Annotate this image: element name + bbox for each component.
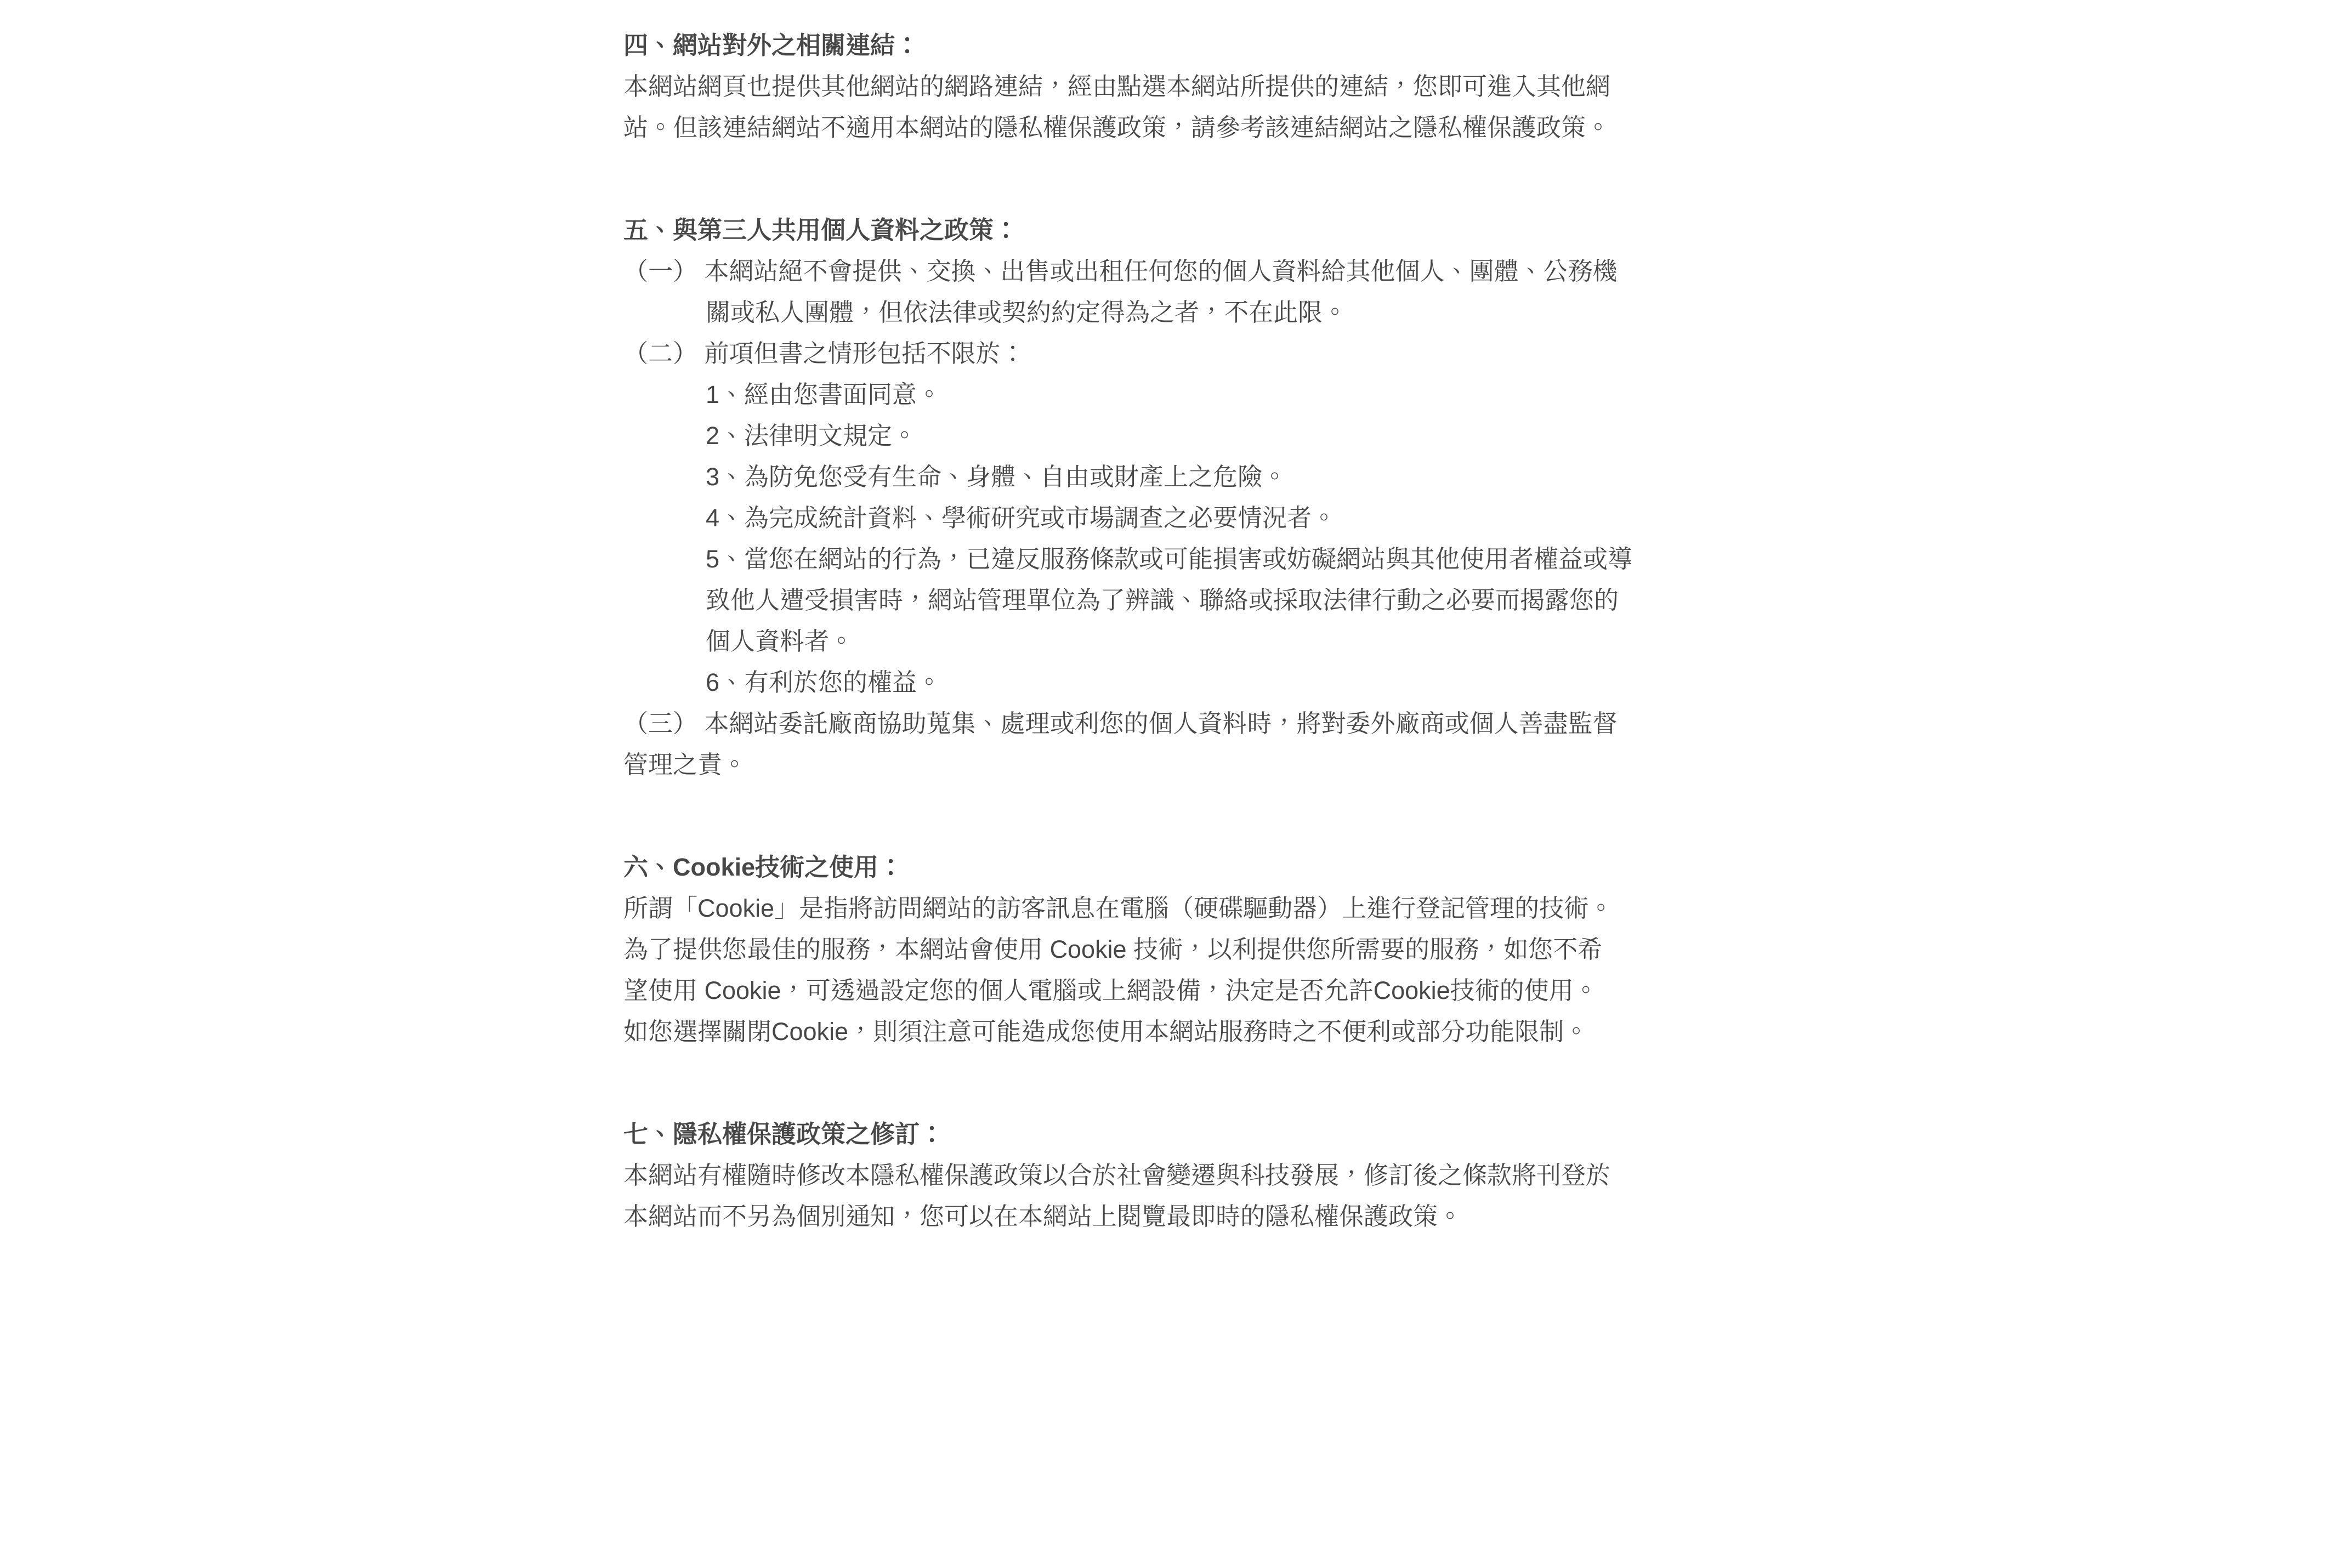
sub-item-1: 1、經由您書面同意。 <box>706 380 942 408</box>
list-item-3-line-2: 管理之責。 <box>623 751 747 779</box>
privacy-policy-content <box>623 25 1808 1237</box>
sub-item-2: 2、法律明文規定。 <box>706 422 917 450</box>
sub-item-3: 3、為防免您受有生命、身體、自由或財產上之危險。 <box>706 463 1287 491</box>
text-line: 站。但該連結網站不適用本網站的隱私權保護政策，請參考該連結網站之隱私權保護政策。 <box>623 113 1611 141</box>
text-line: 本網站有權隨時修改本隱私權保護政策以合於社會變遷與科技發展，修訂後之條款將刊登於 <box>623 1161 1611 1189</box>
sub-item-4: 4、為完成統計資料、學術研究或市場調查之必要情況者。 <box>706 504 1337 532</box>
section-cookie-usage <box>623 847 1808 1052</box>
list-item-3-line-1: （三） 本網站委託廠商協助蒐集、處理或利您的個人資料時，將對委外廠商或個人善盡監督 <box>623 709 1618 737</box>
list-item-1-line-1: （一） 本網站絕不會提供、交換、出售或出租任何您的個人資料給其他個人、團體、公務機 <box>623 257 1618 285</box>
sub-item-5-line-3: 個人資料者。 <box>706 627 854 655</box>
text-line: 所謂「Cookie」是指將訪問網站的訪客訊息在電腦（硬碟驅動器）上進行登記管理的技術。 <box>623 894 1614 922</box>
section-policy-revision <box>623 1113 1808 1237</box>
text-line: 望使用 Cookie，可透過設定您的個人電腦或上網設備，決定是否允許Cookie技術的使用。 <box>623 976 1598 1004</box>
section-heading: 七、隱私權保護政策之修訂： <box>623 1120 945 1148</box>
text-line: 本網站網頁也提供其他網站的網路連結，經由點選本網站所提供的連結，您即可進入其他網 <box>623 72 1611 100</box>
section-heading: 六、Cookie技術之使用： <box>623 853 904 881</box>
sub-item-5-line-1: 5、當您在網站的行為，已違反服務條款或可能損害或妨礙網站與其他使用者權益或導 <box>706 545 1633 573</box>
text-line: 如您選擇關閉Cookie，則須注意可能造成您使用本網站服務時之不便利或部分功能限制。 <box>623 1018 1589 1046</box>
text-line: 為了提供您最佳的服務，本網站會使用 Cookie 技術，以利提供您所需要的服務，如您不希 <box>623 935 1603 963</box>
sub-item-5-line-2: 致他人遭受損害時，網站管理單位為了辨識、聯絡或採取法律行動之必要而揭露您的 <box>706 586 1619 614</box>
section-heading: 四、網站對外之相關連結： <box>623 31 920 59</box>
section-heading: 五、與第三人共用個人資料之政策： <box>623 216 1019 244</box>
text-line: 本網站而不另為個別通知，您可以在本網站上閱覽最即時的隱私權保護政策。 <box>623 1202 1463 1230</box>
list-item-2: （二） 前項但書之情形包括不限於： <box>623 339 1025 367</box>
section-external-links <box>623 25 1808 148</box>
sub-item-6: 6、有利於您的權益。 <box>706 668 942 696</box>
section-third-party-sharing <box>623 209 1808 785</box>
list-item-1-line-2: 關或私人團體，但依法律或契約約定得為之者，不在此限。 <box>706 298 1348 326</box>
